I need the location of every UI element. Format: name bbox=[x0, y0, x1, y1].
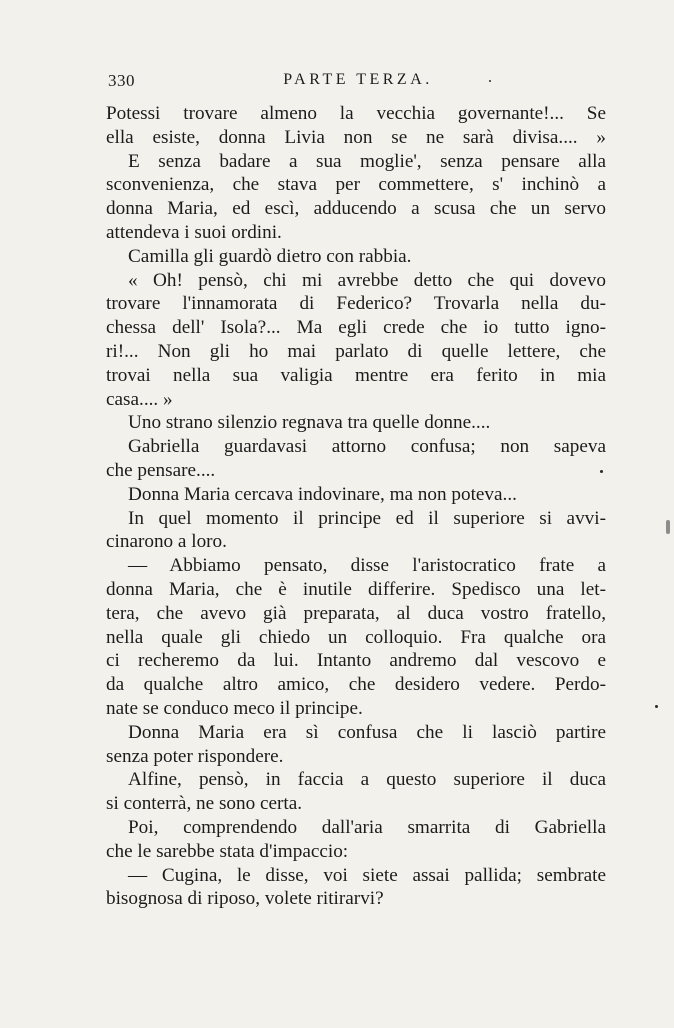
text-line: che le sarebbe stata d'impaccio: bbox=[106, 840, 349, 862]
text-line: Gabriella guardavasi attorno confusa; non sapeva bbox=[128, 436, 606, 458]
text-line: nella quale gli chiedo un colloquio. Fra qualche ora bbox=[106, 626, 606, 648]
paper-speck bbox=[655, 705, 658, 708]
text-line: Potessi trovare almeno la vecchia governante!... Se bbox=[106, 103, 606, 124]
text-line: « Oh! pensò, chi mi avrebbe detto che qui dovevo bbox=[128, 269, 606, 291]
text-line: si conterrà, ne sono certa. bbox=[106, 793, 303, 815]
text-line: Camilla gli guardò dietro con rabbia. bbox=[128, 245, 412, 267]
paper-speck bbox=[600, 470, 603, 473]
text-line: Poi, comprendendo dall'aria smarrita di Gabriella bbox=[128, 816, 606, 838]
paper-speck bbox=[666, 520, 670, 534]
text-line: — Abbiamo pensato, disse l'aristocratico frate a bbox=[128, 555, 606, 577]
text-line: ci recheremo da lui. Intanto andremo dal vescovo e bbox=[106, 650, 606, 672]
text-line: — Cugina, le disse, voi siete assai pallida; sembrate bbox=[128, 864, 606, 886]
text-line: ella esiste, donna Livia non se ne sarà divisa.... » bbox=[106, 126, 606, 148]
text-line: bisognosa di riposo, volete ritirarvi? bbox=[106, 888, 384, 910]
text-line: cinarono a loro. bbox=[106, 531, 227, 553]
text-line: tera, che avevo già preparata, al duca vostro fratello, bbox=[106, 602, 606, 624]
text-line: Donna Maria cercava indovinare, ma non poteva... bbox=[128, 483, 517, 505]
text-line: Alfine, pensò, in faccia a questo superiore il duca bbox=[128, 769, 606, 791]
text-line: casa.... » bbox=[106, 388, 173, 410]
text-line: Uno strano silenzio regnava tra quelle donne.... bbox=[128, 412, 491, 434]
text-line: In quel momento il principe ed il superiore si avvi- bbox=[128, 507, 606, 529]
text-line: nate se conduco meco il principe. bbox=[106, 697, 363, 719]
text-line: trovare l'innamorata di Federico? Trovarla nella du- bbox=[106, 293, 606, 315]
text-line: chessa dell' Isola?... Ma egli crede che io tutto igno- bbox=[106, 317, 606, 339]
text-line: senza poter rispondere. bbox=[106, 745, 284, 767]
text-line: E senza badare a sua moglie', senza pensare alla bbox=[128, 150, 606, 172]
text-line: trovai nella sua valigia mentre era ferito in mia bbox=[106, 364, 606, 386]
text-line: Donna Maria era sì confusa che li lasciò partire bbox=[128, 721, 606, 743]
section-title: PARTE TERZA. bbox=[283, 71, 433, 88]
text-line: attendeva i suoi ordini. bbox=[106, 221, 282, 243]
paper-speck bbox=[489, 80, 491, 82]
text-line: che pensare.... bbox=[106, 459, 216, 481]
text-line: donna Maria, che è inutile differire. Spedisco una let- bbox=[106, 578, 606, 600]
page-number: 330 bbox=[108, 71, 135, 90]
text-line: da qualche altro amico, che desidero vedere. Perdo- bbox=[106, 674, 606, 696]
text-line: sconvenienza, che stava per commettere, s' inchinò a bbox=[106, 174, 606, 196]
body-text bbox=[106, 102, 606, 911]
running-head bbox=[108, 71, 608, 95]
text-line: donna Maria, ed escì, adducendo a scusa che un servo bbox=[106, 198, 606, 220]
text-line: ri!... Non gli ho mai parlato di quelle lettere, che bbox=[106, 340, 606, 362]
